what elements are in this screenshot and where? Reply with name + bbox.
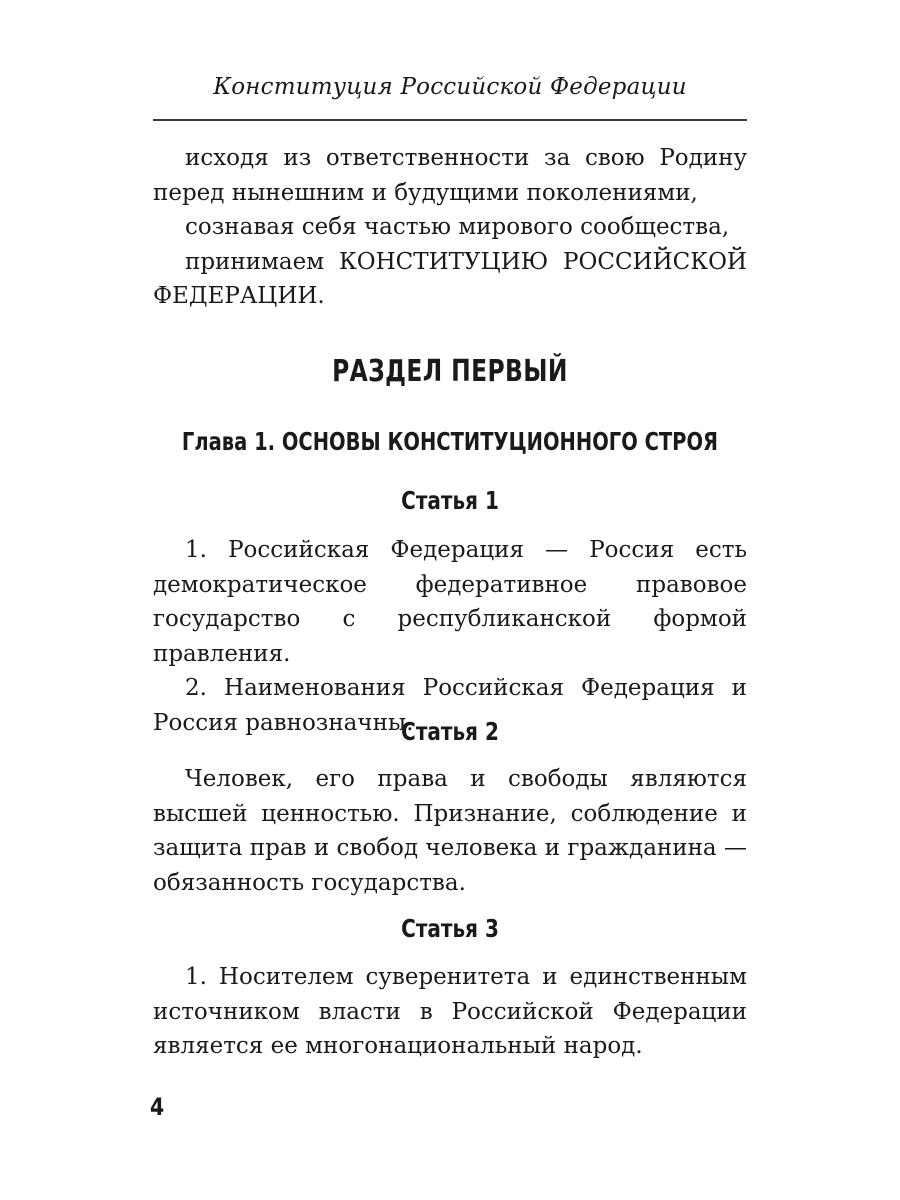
article-1-paragraph-1: 1. Российская Федерация — Россия есть демократическое федеративное правовое государство с республиканской формой правления. xyxy=(153,537,747,667)
header-rule xyxy=(153,119,747,121)
article-1-paragraph-2: 2. Наименования Российская Федерация и Россия равнозначны. xyxy=(153,675,747,736)
chapter-title: Глава 1. ОСНОВЫ КОНСТИТУЦИОННОГО СТРОЯ xyxy=(181,427,719,456)
article-3-body xyxy=(153,960,747,1064)
article-1-body xyxy=(153,533,747,740)
page-number: 4 xyxy=(150,1093,165,1121)
article-2-body xyxy=(153,762,747,900)
preamble-paragraph-3: принимаем КОНСТИТУЦИЮ РОССИЙСКОЙ ФЕДЕРАЦИИ. xyxy=(153,248,747,309)
running-head: Конституция Российской Федерации xyxy=(213,74,687,100)
article-3-title: Статья 3 xyxy=(401,914,499,943)
section-title: РАЗДЕЛ ПЕРВЫЙ xyxy=(332,354,568,389)
article-3-paragraph-1: 1. Носителем суверенитета и единственным источником власти в Российской Федерации является ее многонациональный народ. xyxy=(153,964,747,1059)
article-1-title: Статья 1 xyxy=(401,486,499,515)
preamble-paragraph-1: исходя из ответственности за свою Родину перед нынешним и будущими поколениями, xyxy=(153,145,747,206)
preamble xyxy=(153,141,747,314)
preamble-paragraph-2: сознавая себя частью мирового сообщества, xyxy=(185,214,730,240)
article-2-title: Статья 2 xyxy=(401,717,499,746)
article-2-paragraph-1: Человек, его права и свободы являются высшей ценностью. Признание, соблюдение и защита прав и свобод человека и гражданина — обязанность государства. xyxy=(153,766,747,896)
